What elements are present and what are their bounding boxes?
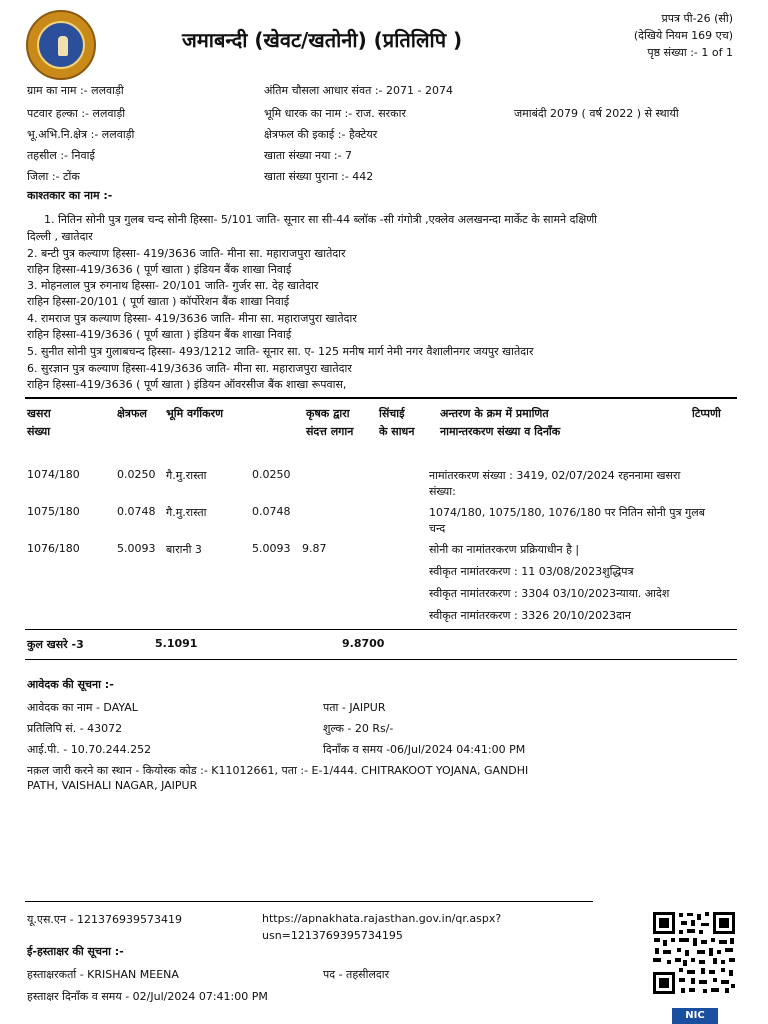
- ip-address: आई.पी. - 10.70.244.252: [27, 743, 152, 756]
- form-number: प्रपत्र पी-26 (सी): [661, 12, 733, 25]
- mutation-note: स्वीकृत नामांतरकरण : 3304 03/10/2023न्याया. आदेश: [429, 587, 670, 600]
- total-top-rule: [25, 629, 737, 630]
- mutation-note: नामांतरकरण संख्या : 3419, 02/07/2024 रहननामा खसरा: [429, 469, 681, 482]
- issue-place: नक़ल जारी करने का स्थान - कियोस्क कोड :- K11012661, पता :- E-1/444. CHITRAKOOT YOJANA, GANDHI: [27, 764, 529, 777]
- verify-url[interactable]: https://apnakhata.rajasthan.gov.in/qr.aspx?: [262, 912, 502, 925]
- col-header-khasra: खसरा संख्या: [27, 407, 51, 438]
- khata-new: खाता संख्या नया :- 7: [264, 149, 353, 162]
- esign-heading: ई-हस्ताक्षर की सूचना :-: [27, 945, 124, 958]
- area-value: 0.0748: [117, 505, 156, 518]
- land-class: बारानी 3: [166, 543, 202, 556]
- col-header-land-class: भूमि वर्गीकरण: [166, 407, 224, 420]
- tehsil: तहसील :- निवाई: [27, 149, 95, 162]
- cultivator-line: 4. रामराज पुत्र कल्याण हिस्सा- 419/3636 जाति- मीना सा. महाराजपुरा खातेदार: [27, 312, 357, 325]
- rule-reference: (देखिये नियम 169 एच): [633, 29, 733, 42]
- total-area: 5.1091: [155, 637, 198, 650]
- col-header-mutation: अन्तरण के क्रम में प्रमाणित नामान्तरकरण संख्या व दिनाँक: [440, 407, 561, 438]
- cultivator-line: 1. नितिन सोनी पुत्र गुलब चन्द सोनी हिस्सा- 5/101 जाति- सूनार सा सी-44 ब्लॉक -सी गंगोत्री ,एक्लेव अलखनन्दा मार्केट के सामने दक्षिणी: [44, 213, 598, 226]
- col-header-area: क्षेत्रफल: [117, 407, 147, 420]
- mutation-note: संख्या:: [429, 485, 456, 498]
- land-holder: भूमि धारक का नाम :- राज. सरकार: [264, 107, 406, 120]
- khasra-number: 1076/180: [27, 542, 80, 555]
- table-top-rule: [25, 397, 737, 399]
- fee: शुल्क - 20 Rs/-: [323, 722, 394, 735]
- class-area: 5.0093: [252, 542, 291, 555]
- land-class: गै.मु.रास्ता: [166, 469, 207, 482]
- usn-number: यू.एस.एन - 121376939573419: [27, 913, 183, 926]
- district: जिला :- टोंक: [27, 170, 80, 183]
- cultivator-line: 2. बन्टी पुत्र कल्याण हिस्सा- 419/3636 जाति- मीना सा. महाराजपुरा खातेदार: [27, 247, 346, 260]
- cultivator-line: राहिन हिस्सा-419/3636 ( पूर्ण खाता ) इंडियन बैंक शाखा निवाई: [27, 263, 292, 276]
- khata-old: खाता संख्या पुराना :- 442: [264, 170, 374, 183]
- mutation-note: स्वीकृत नामांतरकरण : 3326 20/10/2023दान: [429, 609, 631, 622]
- signer-name: हस्ताक्षरकर्ता - KRISHAN MEENA: [27, 968, 179, 981]
- total-rent: 9.8700: [342, 637, 385, 650]
- mutation-note: सोनी का नामांतरकरण प्रक्रियाधीन है |: [429, 543, 580, 556]
- land-class: गै.मु.रास्ता: [166, 506, 207, 519]
- verify-url-cont[interactable]: usn=1213769395734195: [262, 929, 403, 942]
- issue-place-cont: PATH, VAISHALI NAGAR, JAIPUR: [27, 779, 198, 792]
- nic-logo: NIC: [672, 1008, 718, 1024]
- total-label: कुल खसरे -3: [27, 638, 84, 651]
- cultivator-line: राहिन हिस्सा-419/3636 ( पूर्ण खाता ) इंडियन बैंक शाखा निवाई: [27, 328, 292, 341]
- col-header-rent: कृषक द्वारा संदत्त लगान: [306, 407, 354, 438]
- page-number: पृष्ठ संख्या :- 1 of 1: [647, 46, 733, 59]
- col-header-remark: टिप्पणी: [692, 407, 721, 420]
- cultivator-line: 3. मोहनलाल पुत्र रुगनाथ हिस्सा- 20/101 जाति- गुर्जर सा. देह खातेदार: [27, 279, 319, 292]
- cultivator-line: 5. सुनीत सोनी पुत्र गुलाबचन्द हिस्सा- 493/1212 जाति- सूनार सा. ए- 125 मनीष मार्ग नेमी नगर वैशालीनगर जयपुर खातेदार: [27, 345, 534, 358]
- col-header-irrigation: सिंचाई के साधन: [379, 407, 415, 438]
- applicant-name: आवेदक का नाम - DAYAL: [27, 701, 138, 714]
- rent-value: 9.87: [302, 542, 327, 555]
- document-title: जमाबन्दी (खेवट/खतोनी) (प्रतिलिपि ): [182, 28, 463, 52]
- cultivator-line: राहिन हिस्सा-20/101 ( पूर्ण खाता ) कॉर्पोरेशन बैंक शाखा निवाई: [27, 295, 290, 308]
- qr-code-icon: [651, 910, 737, 996]
- sign-datetime: हस्ताक्षर दिनाँक व समय - 02/Jul/2024 07:41:00 PM: [27, 990, 268, 1003]
- area-value: 0.0250: [117, 468, 156, 481]
- applicant-address: पता - JAIPUR: [323, 701, 386, 714]
- village-name: ग्राम का नाम :- ललवाड़ी: [27, 84, 124, 97]
- mutation-note: 1074/180, 1075/180, 1076/180 पर नितिन सोनी पुत्र गुलब: [429, 506, 705, 519]
- khasra-number: 1075/180: [27, 505, 80, 518]
- ri-area: भू.अभि.नि.क्षेत्र :- ललवाड़ी: [27, 128, 135, 141]
- copy-number: प्रतिलिपि सं. - 43072: [27, 722, 123, 735]
- class-area: 0.0748: [252, 505, 291, 518]
- patwar-halka: पटवार हल्का :- ललवाड़ी: [27, 107, 126, 120]
- footer-rule: [25, 901, 593, 902]
- area-unit: क्षेत्रफल की इकाई :- हैक्टेयर: [264, 128, 378, 141]
- signer-designation: पद - तहसीलदार: [323, 968, 390, 981]
- base-year: अंतिम चौसला आधार संवत :- 2071 - 2074: [264, 84, 453, 97]
- cultivator-line: 6. सुरज्ञान पुत्र कल्याण हिस्सा-419/3636 जाति- मीना सा. महाराजपुरा खातेदार: [27, 362, 352, 375]
- cultivator-line: राहिन हिस्सा-419/3636 ( पूर्ण खाता ) इंडियन ऑवरसीज बैंक शाखा रूपवास,: [27, 378, 347, 391]
- cultivator-line: दिल्ली , खातेदार: [27, 230, 93, 243]
- rajasthan-seal-icon: [26, 10, 96, 80]
- applicant-heading: आवेदक की सूचना :-: [27, 678, 114, 691]
- jamabandi-year: जमाबंदी 2079 ( वर्ष 2022 ) से स्थायी: [514, 107, 679, 120]
- mutation-note: स्वीकृत नामांतरकरण : 11 03/08/2023शुद्धिपत्र: [429, 565, 634, 578]
- area-value: 5.0093: [117, 542, 156, 555]
- mutation-note: चन्द: [429, 522, 446, 535]
- total-bottom-rule: [25, 659, 737, 660]
- cultivators-heading: काश्तकार का नाम :-: [27, 189, 113, 202]
- class-area: 0.0250: [252, 468, 291, 481]
- khasra-number: 1074/180: [27, 468, 80, 481]
- issue-datetime: दिनाँक व समय -06/Jul/2024 04:41:00 PM: [323, 743, 526, 756]
